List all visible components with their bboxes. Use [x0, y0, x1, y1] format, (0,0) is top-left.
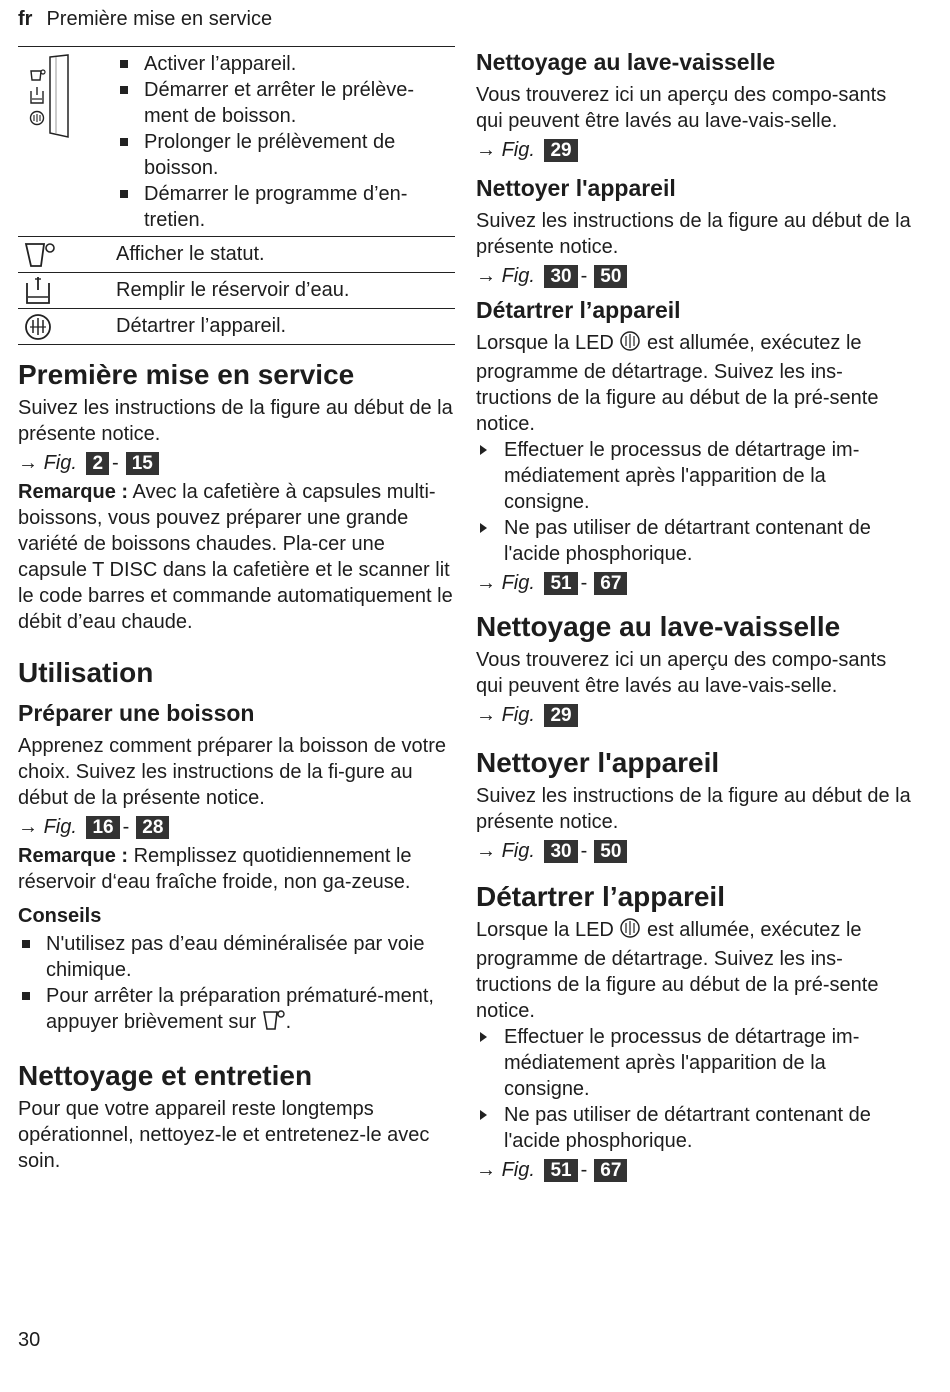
subsection-title: Détartrer l’appareil: [476, 297, 681, 323]
paragraph: Pour que votre appareil reste longtemps opérationnel, nettoyez-le et entretenez-le avec soin.: [18, 1098, 430, 1172]
list-item: Démarrer le programme d’en-tretien.: [116, 181, 455, 233]
cup-icon: [262, 1009, 286, 1038]
range-dash: -: [580, 1159, 588, 1181]
water-tank-icon: [18, 273, 116, 308]
figure-number-badge: 67: [594, 572, 627, 595]
section-title: Détartrer l’appareil: [476, 881, 725, 912]
note-paragraph: [18, 843, 455, 895]
language-code: fr: [18, 8, 33, 30]
figure-number-badge: 16: [86, 816, 119, 839]
figure-number-badge: 67: [594, 1159, 627, 1182]
list-item: [18, 983, 455, 1038]
section-title: Première mise en service: [18, 359, 355, 390]
paragraph: Vous trouverez ici un aperçu des compo-sants qui peuvent être lavés au lave-vais-selle.: [476, 649, 887, 697]
tips-list: [18, 931, 455, 1038]
range-dash: -: [122, 816, 130, 838]
range-dash: -: [580, 840, 588, 862]
fig-label: Fig.: [501, 704, 535, 726]
figure-number-badge: 50: [594, 840, 627, 863]
figure-reference: [476, 1156, 916, 1184]
range-dash: -: [580, 572, 588, 594]
list-item: Prolonger le prélèvement de boisson.: [116, 129, 455, 181]
controls-table: [18, 46, 455, 345]
arrow-right-icon: →: [476, 840, 496, 862]
left-column: [18, 46, 455, 1174]
figure-number-badge: 30: [544, 265, 577, 288]
text-span: Lorsque la LED: [476, 919, 614, 941]
list-item: Ne pas utiliser de détartrant contenant de l'acide phosphorique.: [476, 515, 916, 567]
fill-tank-text: Remplir le réservoir d’eau.: [116, 279, 350, 301]
figure-reference: [476, 262, 916, 290]
arrow-right-icon: →: [476, 1159, 496, 1181]
range-dash: -: [580, 265, 588, 287]
fig-label: Fig.: [501, 572, 535, 594]
paragraph: Suivez les instructions de la figure au début de la présente notice.: [476, 785, 911, 833]
section-title: Nettoyage et entretien: [18, 1060, 313, 1091]
list-item: Activer l’appareil.: [116, 51, 455, 77]
arrow-right-icon: →: [476, 265, 496, 287]
table-row: [18, 237, 455, 273]
text-span: est allumée, exécutez le programme de détartrage. Suivez les ins-tructions de la figure au début de la pré-sente notice.: [476, 919, 879, 1022]
fig-label: Fig.: [501, 265, 535, 287]
paragraph: [476, 330, 916, 437]
table-row: [18, 273, 455, 309]
cup-icon: [18, 237, 116, 272]
note-label: Remarque :: [18, 481, 129, 503]
tip-end: .: [285, 1011, 292, 1033]
note-text: Avec la cafetière à capsules multi-boissons, vous pouvez préparer une grande variété de boissons chaudes. Pla-cer une capsule T DISC dans la cafetière et le scanner lit le code barres et commande automatiquement le débit d’eau chaude.: [18, 481, 453, 633]
fig-label: Fig.: [501, 1159, 535, 1181]
tips-title: Conseils: [18, 905, 102, 927]
header-title: Première mise en service: [46, 8, 273, 30]
paragraph: Apprenez comment préparer la boisson de votre choix. Suivez les instructions de la fi-gure au début de la présente notice.: [18, 735, 447, 809]
subsection-title: Nettoyer l'appareil: [476, 175, 676, 201]
button-panel-icon: [18, 47, 116, 236]
arrow-right-icon: →: [18, 816, 38, 838]
subsection-title: Préparer une boisson: [18, 700, 255, 726]
section-title: Utilisation: [18, 657, 154, 688]
arrow-right-icon: →: [18, 452, 38, 474]
arrow-right-icon: →: [476, 139, 496, 161]
function-list: [116, 51, 455, 233]
note-paragraph: [18, 479, 455, 635]
list-item: Effectuer le processus de détartrage im-médiatement après l'apparition de la consigne.: [476, 437, 916, 515]
figure-number-badge: 15: [126, 452, 159, 475]
status-text: Afficher le statut.: [116, 243, 265, 265]
paragraph: Suivez les instructions de la figure au début de la présente notice.: [18, 397, 453, 445]
right-column: [476, 46, 916, 1186]
list-item: N'utilisez pas d’eau déminéralisée par voie chimique.: [18, 931, 455, 983]
fig-label: Fig.: [43, 452, 77, 474]
figure-number-badge: 29: [544, 704, 577, 727]
figure-reference: [18, 449, 455, 477]
tip-text: Pour arrêter la préparation prématuré-ment, appuyer brièvement sur: [46, 985, 434, 1033]
figure-number-badge: 50: [594, 265, 627, 288]
figure-reference: [476, 136, 916, 164]
page-header: [18, 8, 272, 31]
note-text: Remplissez quotidiennement le réservoir d‘eau fraîche froide, non ga-zeuse.: [18, 845, 412, 893]
figure-number-badge: 2: [86, 452, 109, 475]
figure-number-badge: 30: [544, 840, 577, 863]
instruction-list: [476, 437, 916, 567]
figure-reference: [476, 569, 916, 597]
figure-number-badge: 51: [544, 572, 577, 595]
paragraph: Suivez les instructions de la figure au début de la présente notice.: [476, 210, 911, 258]
figure-number-badge: 29: [544, 139, 577, 162]
figure-number-badge: 28: [136, 816, 169, 839]
note-label: Remarque :: [18, 845, 129, 867]
paragraph: [476, 917, 916, 1024]
arrow-right-icon: →: [476, 704, 496, 726]
figure-reference: [476, 701, 916, 729]
list-item: Effectuer le processus de détartrage im-médiatement après l'apparition de la consigne.: [476, 1024, 916, 1102]
fig-label: Fig.: [501, 139, 535, 161]
arrow-right-icon: →: [476, 572, 496, 594]
table-row: [18, 309, 455, 345]
descale-icon: [18, 309, 116, 344]
subsection-title: Nettoyage au lave-vaisselle: [476, 49, 776, 75]
paragraph: Vous trouverez ici un aperçu des compo-sants qui peuvent être lavés au lave-vais-selle.: [476, 84, 887, 132]
text-span: Lorsque la LED: [476, 332, 614, 354]
instruction-list: [476, 1024, 916, 1154]
table-row: [18, 47, 455, 237]
section-title: Nettoyer l'appareil: [476, 747, 720, 778]
figure-reference: [18, 813, 455, 841]
descale-icon: [619, 917, 641, 946]
descale-icon: [619, 330, 641, 359]
figure-number-badge: 51: [544, 1159, 577, 1182]
page-number: 30: [18, 1329, 41, 1351]
list-item: Ne pas utiliser de détartrant contenant de l'acide phosphorique.: [476, 1102, 916, 1154]
descale-text: Détartrer l’appareil.: [116, 315, 287, 337]
fig-label: Fig.: [43, 816, 77, 838]
range-dash: -: [112, 452, 119, 474]
text-span: est allumée, exécutez le programme de détartrage. Suivez les ins-tructions de la figure au début de la pré-sente notice.: [476, 332, 879, 435]
figure-reference: [476, 837, 916, 865]
list-item: Démarrer et arrêter le prélève-ment de boisson.: [116, 77, 455, 129]
section-title: Nettoyage au lave-vaisselle: [476, 611, 841, 642]
fig-label: Fig.: [501, 840, 535, 862]
